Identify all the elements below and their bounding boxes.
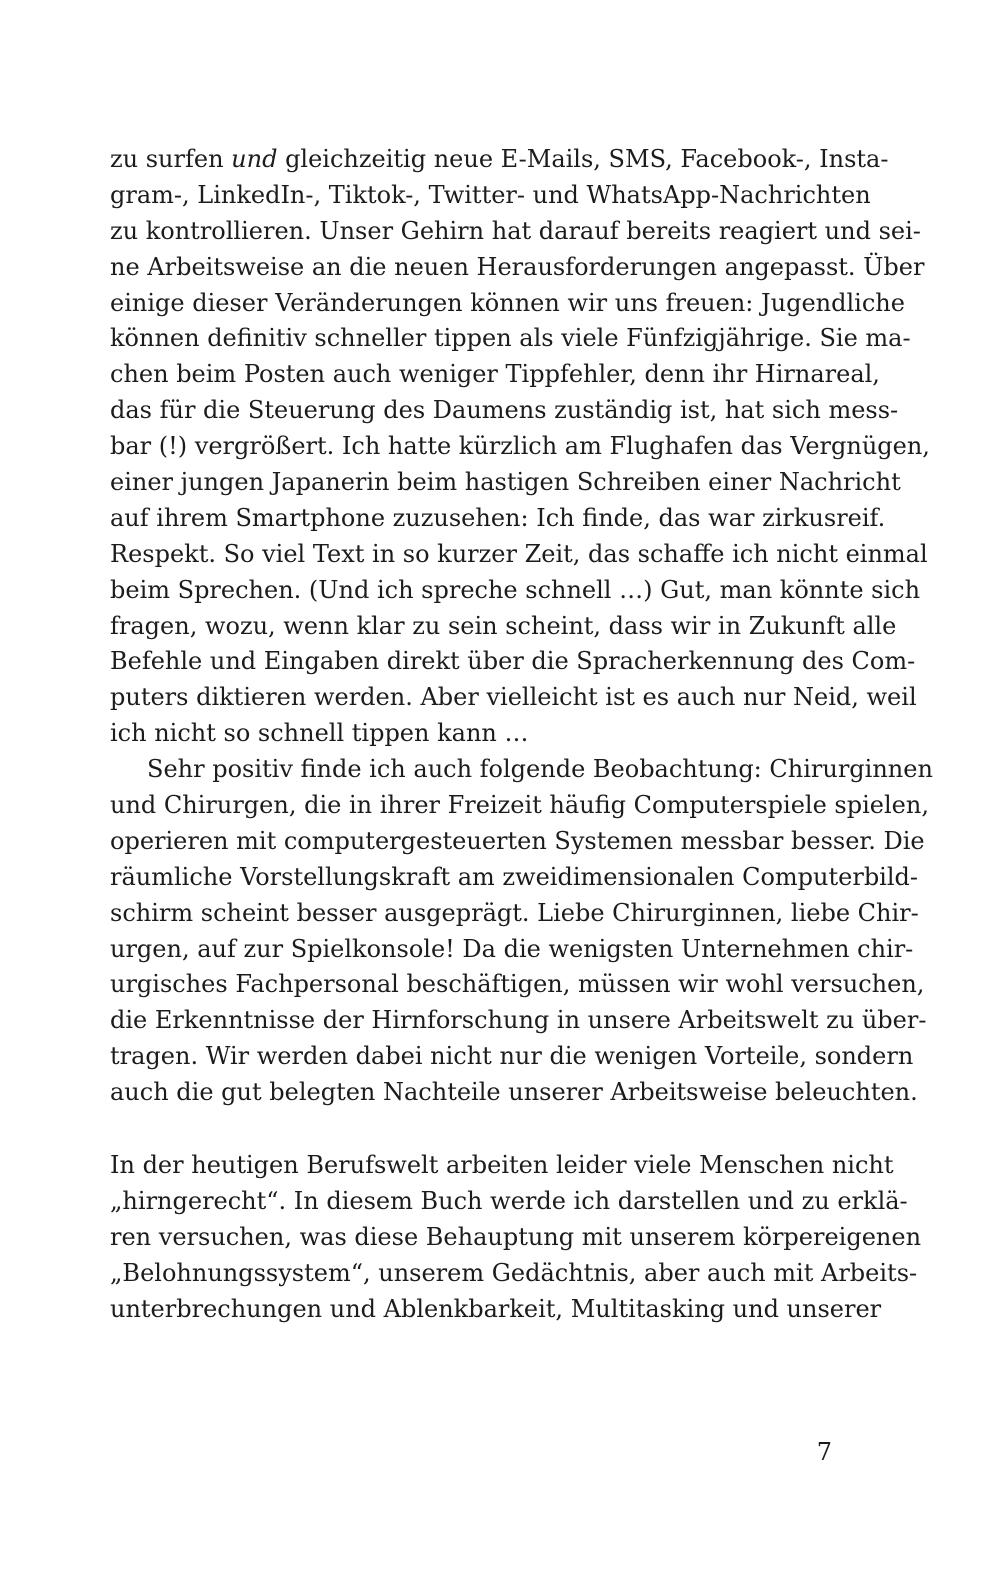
text-line: können definitiv schneller tippen als viele Fünfzigjährige. Sie ma- xyxy=(110,324,911,353)
text-line: einer jungen Japanerin beim hastigen Schreiben einer Nachricht xyxy=(110,468,901,497)
text-line: operieren mit computergesteuerten Systemen messbar besser. Die xyxy=(110,826,925,855)
text-block-1 xyxy=(110,142,933,1111)
text-line: schirm scheint besser ausgeprägt. Liebe Chirurginnen, liebe Chir- xyxy=(110,898,919,927)
text-line: puters diktieren werden. Aber vielleicht ist es auch nur Neid, weil xyxy=(110,683,917,712)
text-line: „hirngerecht“. In diesem Buch werde ich darstellen und zu erklä- xyxy=(110,1186,908,1215)
text-line: Sehr positiv finde ich auch folgende Beobachtung: Chirurginnen xyxy=(147,755,933,784)
text-line: gram-, LinkedIn-, Tiktok-, Twitter- und WhatsApp-Nachrichten xyxy=(110,180,871,209)
text-line: auf ihrem Smartphone zuzusehen: Ich finde, das war zirkusreif. xyxy=(110,503,886,532)
text-line: bar (!) vergrößert. Ich hatte kürzlich am Flughafen das Vergnügen, xyxy=(110,432,930,461)
text-line: unterbrechungen und Ablenkbarkeit, Multitasking und unserer xyxy=(110,1294,882,1323)
text-line: In der heutigen Berufswelt arbeiten leider viele Menschen nicht xyxy=(110,1151,894,1179)
text-line: ren versuchen, was diese Behauptung mit unserem körpereigenen xyxy=(110,1222,922,1251)
text-line: zu kontrollieren. Unser Gehirn hat darauf bereits reagiert und sei- xyxy=(110,216,921,245)
text-line: tragen. Wir werden dabei nicht nur die wenigen Vorteile, sondern xyxy=(110,1042,914,1071)
text-line: auch die gut belegten Nachteile unserer Arbeitsweise beleuchten. xyxy=(110,1078,918,1107)
text-line: urgen, auf zur Spielkonsole! Da die wenigsten Unternehmen chir- xyxy=(110,934,914,963)
text-line: das für die Steuerung des Daumens zuständig ist, hat sich mess- xyxy=(110,396,899,425)
text-line: ich nicht so schnell tippen kann … xyxy=(110,719,529,748)
text-line: „Belohnungssystem“, unserem Gedächtnis, aber auch mit Arbeits- xyxy=(110,1258,918,1287)
text-line: Respekt. So viel Text in so kurzer Zeit, das schaffe ich nicht einmal xyxy=(110,539,928,568)
text-line: und Chirurgen, die in ihrer Freizeit häufig Computerspiele spielen, xyxy=(110,791,929,820)
text-line: räumliche Vorstellungskraft am zweidimensionalen Computerbild- xyxy=(110,862,919,891)
text-line: urgisches Fachpersonal beschäftigen, müssen wir wohl versuchen, xyxy=(110,970,925,999)
text-line: chen beim Posten auch weniger Tippfehler, denn ihr Hirnareal, xyxy=(110,360,880,389)
text-line: einige dieser Veränderungen können wir uns freuen: Jugendliche xyxy=(110,288,905,317)
text-line: zu surfen und gleichzeitig neue E-Mails, SMS, Facebook-, Insta- xyxy=(110,145,889,173)
text-line: die Erkenntnisse der Hirnforschung in unsere Arbeitswelt zu über- xyxy=(110,1006,927,1035)
text-line: fragen, wozu, wenn klar zu sein scheint, dass wir in Zukunft alle xyxy=(110,611,897,640)
text-line: Befehle und Eingaben direkt über die Spracherkennung des Com- xyxy=(110,647,916,676)
text-line: beim Sprechen. (Und ich spreche schnell …) Gut, man könnte sich xyxy=(110,575,921,604)
page-number: 7 xyxy=(816,1438,832,1466)
text-line: ne Arbeitsweise an die neuen Herausforderungen angepasst. Über xyxy=(110,252,925,281)
text-block-2 xyxy=(110,1148,922,1327)
